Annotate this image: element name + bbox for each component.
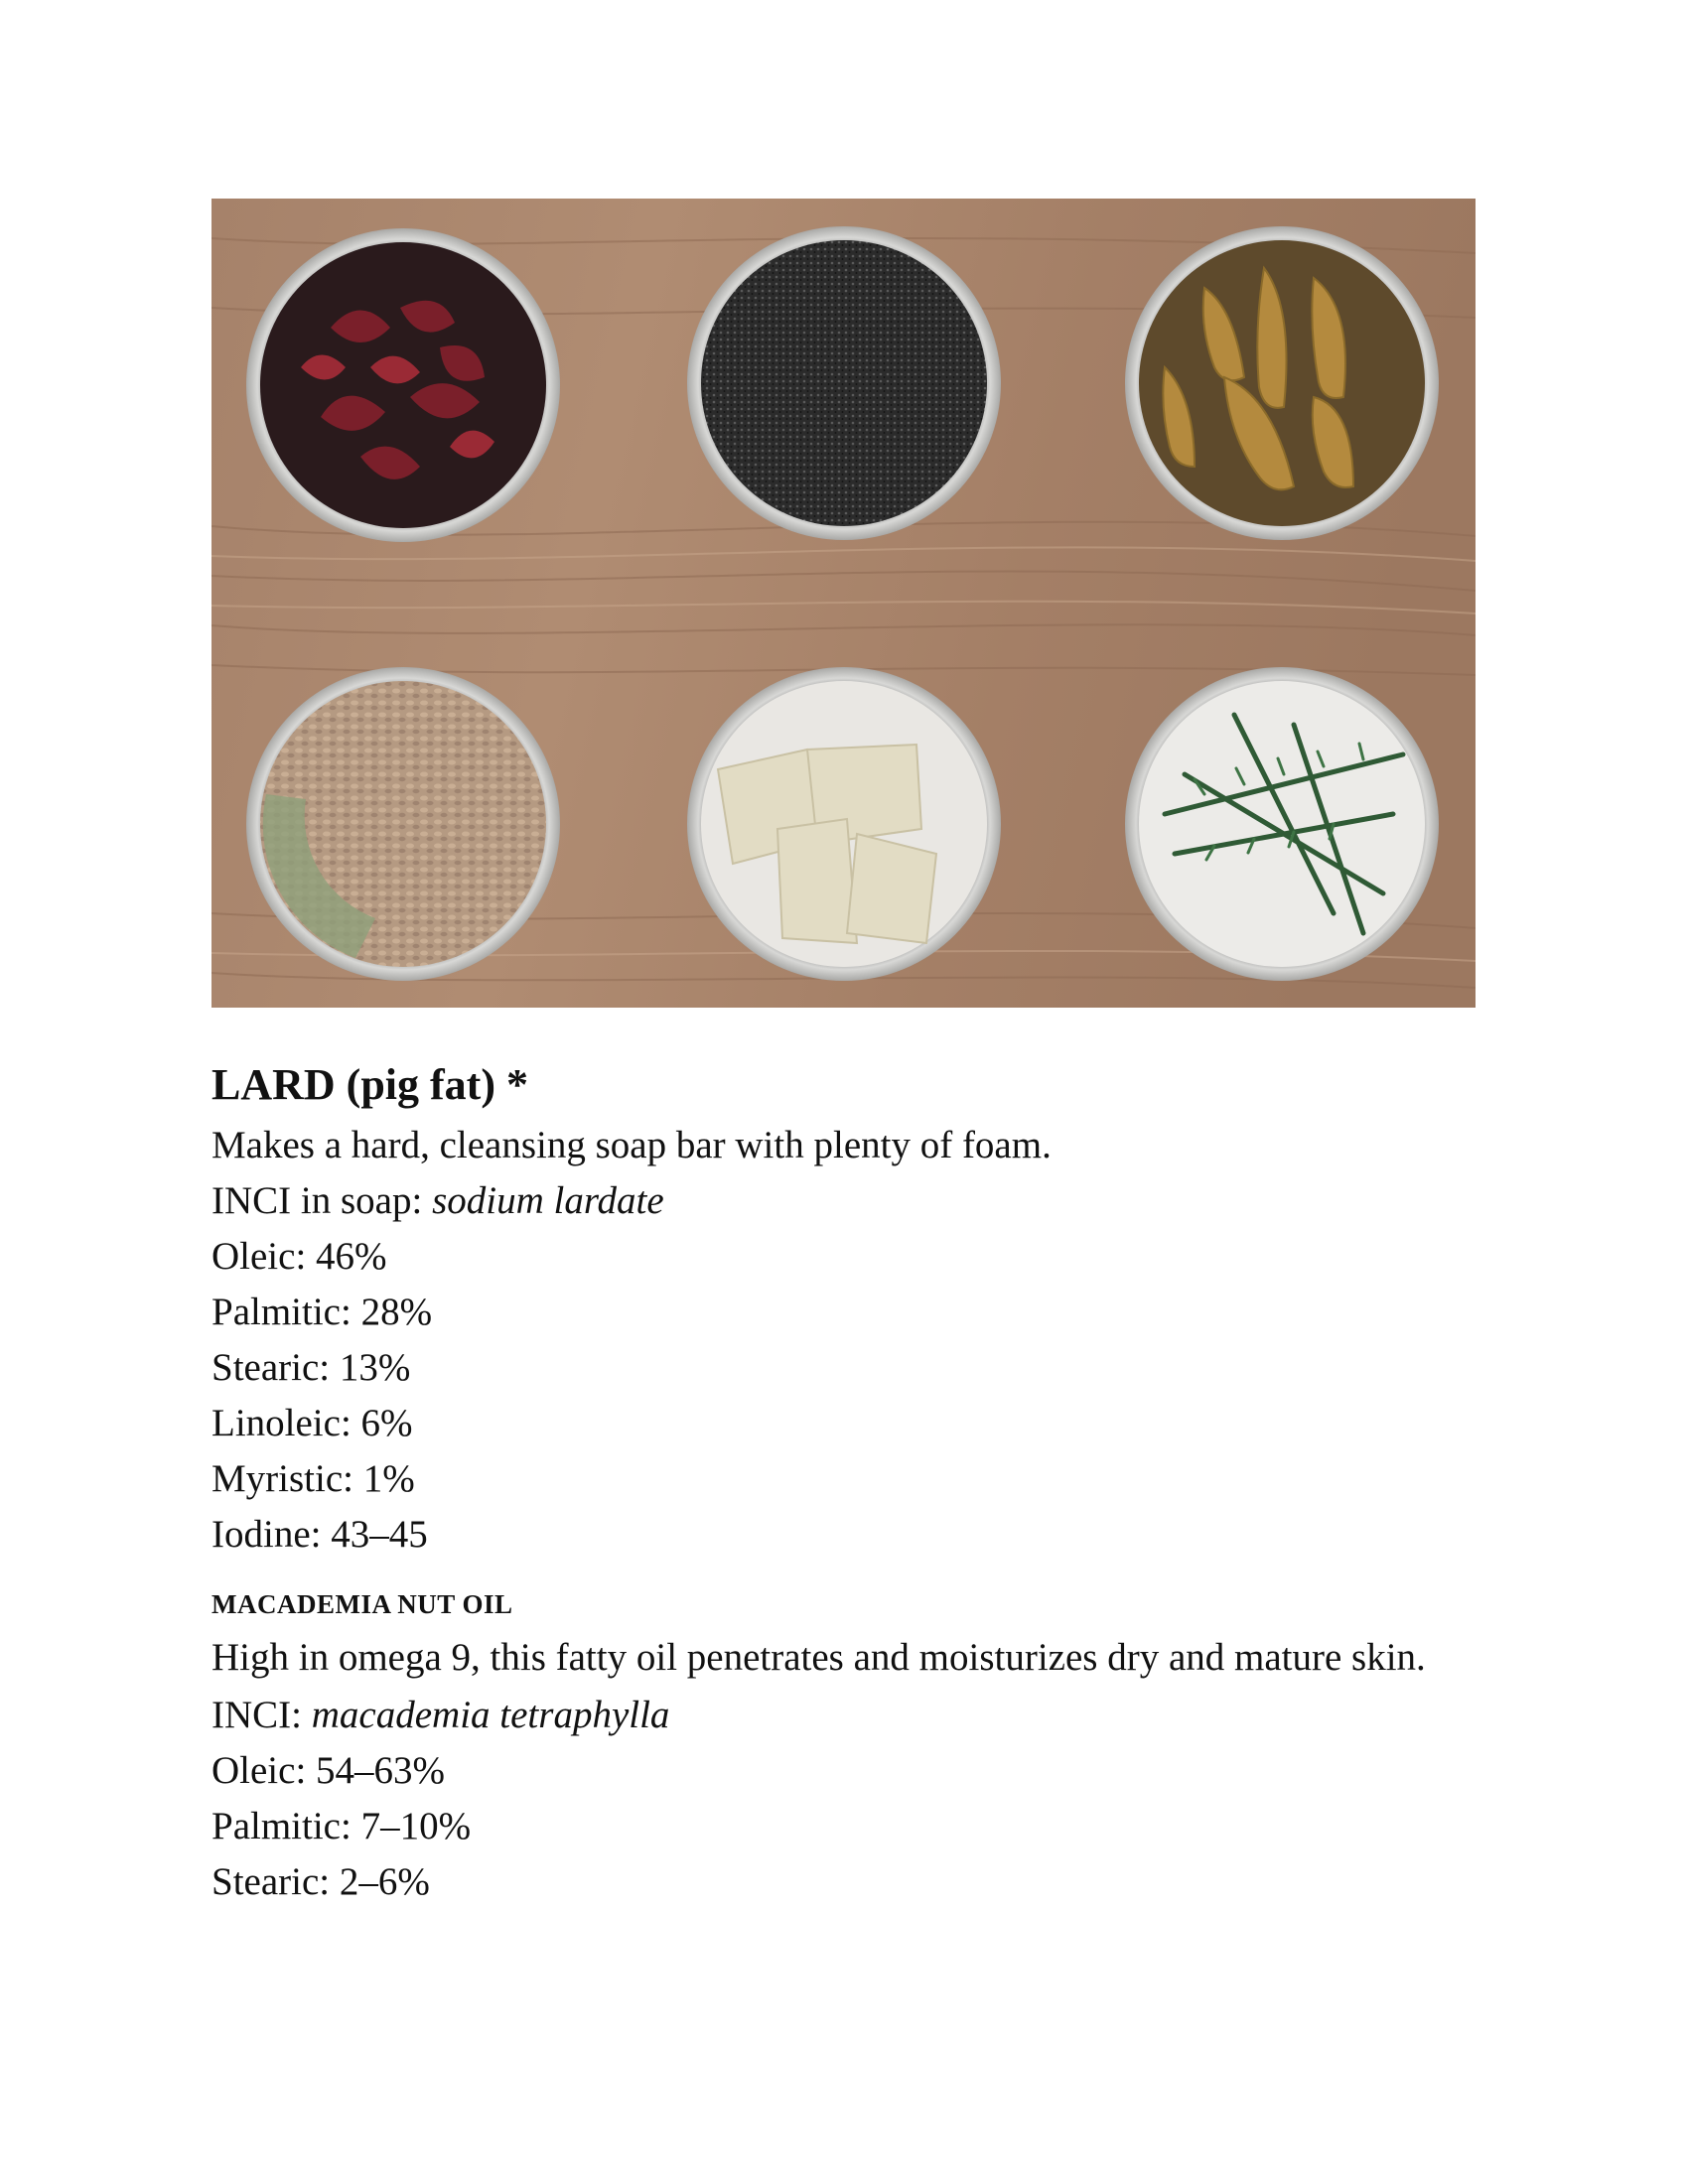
dried-chilies-icon xyxy=(1125,226,1439,540)
lard-title: LARD (pig fat) * xyxy=(211,1060,528,1109)
macadamia-stat-stearic: Stearic: 2–6% xyxy=(211,1860,430,1903)
lard-stat-myristic: Myristic: 1% xyxy=(211,1457,415,1500)
macadamia-inci-label: INCI: xyxy=(211,1694,312,1736)
ingredients-photo xyxy=(211,199,1476,1008)
macadamia-inci xyxy=(211,1688,1476,1743)
lard-stat-palmitic: Palmitic: 28% xyxy=(211,1291,433,1333)
rose-petals-icon xyxy=(246,228,560,542)
document-body xyxy=(211,1052,1476,1910)
macadamia-stat-oleic: Oleic: 54–63% xyxy=(211,1749,446,1792)
macadamia-description: High in omega 9, this fatty oil penetrates and moisturizes dry and mature skin. xyxy=(211,1636,1426,1679)
lard-stat-iodine: Iodine: 43–45 xyxy=(211,1513,428,1556)
lard-stat-stearic: Stearic: 13% xyxy=(211,1346,411,1389)
macadamia-stat-palmitic: Palmitic: 7–10% xyxy=(211,1805,472,1847)
lard-description: Makes a hard, cleansing soap bar with plenty of foam. xyxy=(211,1124,1052,1166)
lard-stat-linoleic: Linoleic: 6% xyxy=(211,1402,413,1444)
oat-flakes-icon xyxy=(246,667,560,981)
lard-stat-oleic: Oleic: 46% xyxy=(211,1235,387,1278)
macadamia-inci-value: macademia tetraphylla xyxy=(311,1694,670,1736)
lard-inci xyxy=(211,1173,1476,1229)
lard-chunks-icon xyxy=(687,667,1001,981)
macadamia-title: MACADEMIA NUT OIL xyxy=(211,1589,513,1619)
lard-inci-value: sodium lardate xyxy=(432,1179,664,1222)
lard-inci-label: INCI in soap: xyxy=(211,1179,433,1222)
poppy-seeds-icon xyxy=(687,226,1001,540)
rosemary-sprigs-icon xyxy=(1125,667,1439,981)
